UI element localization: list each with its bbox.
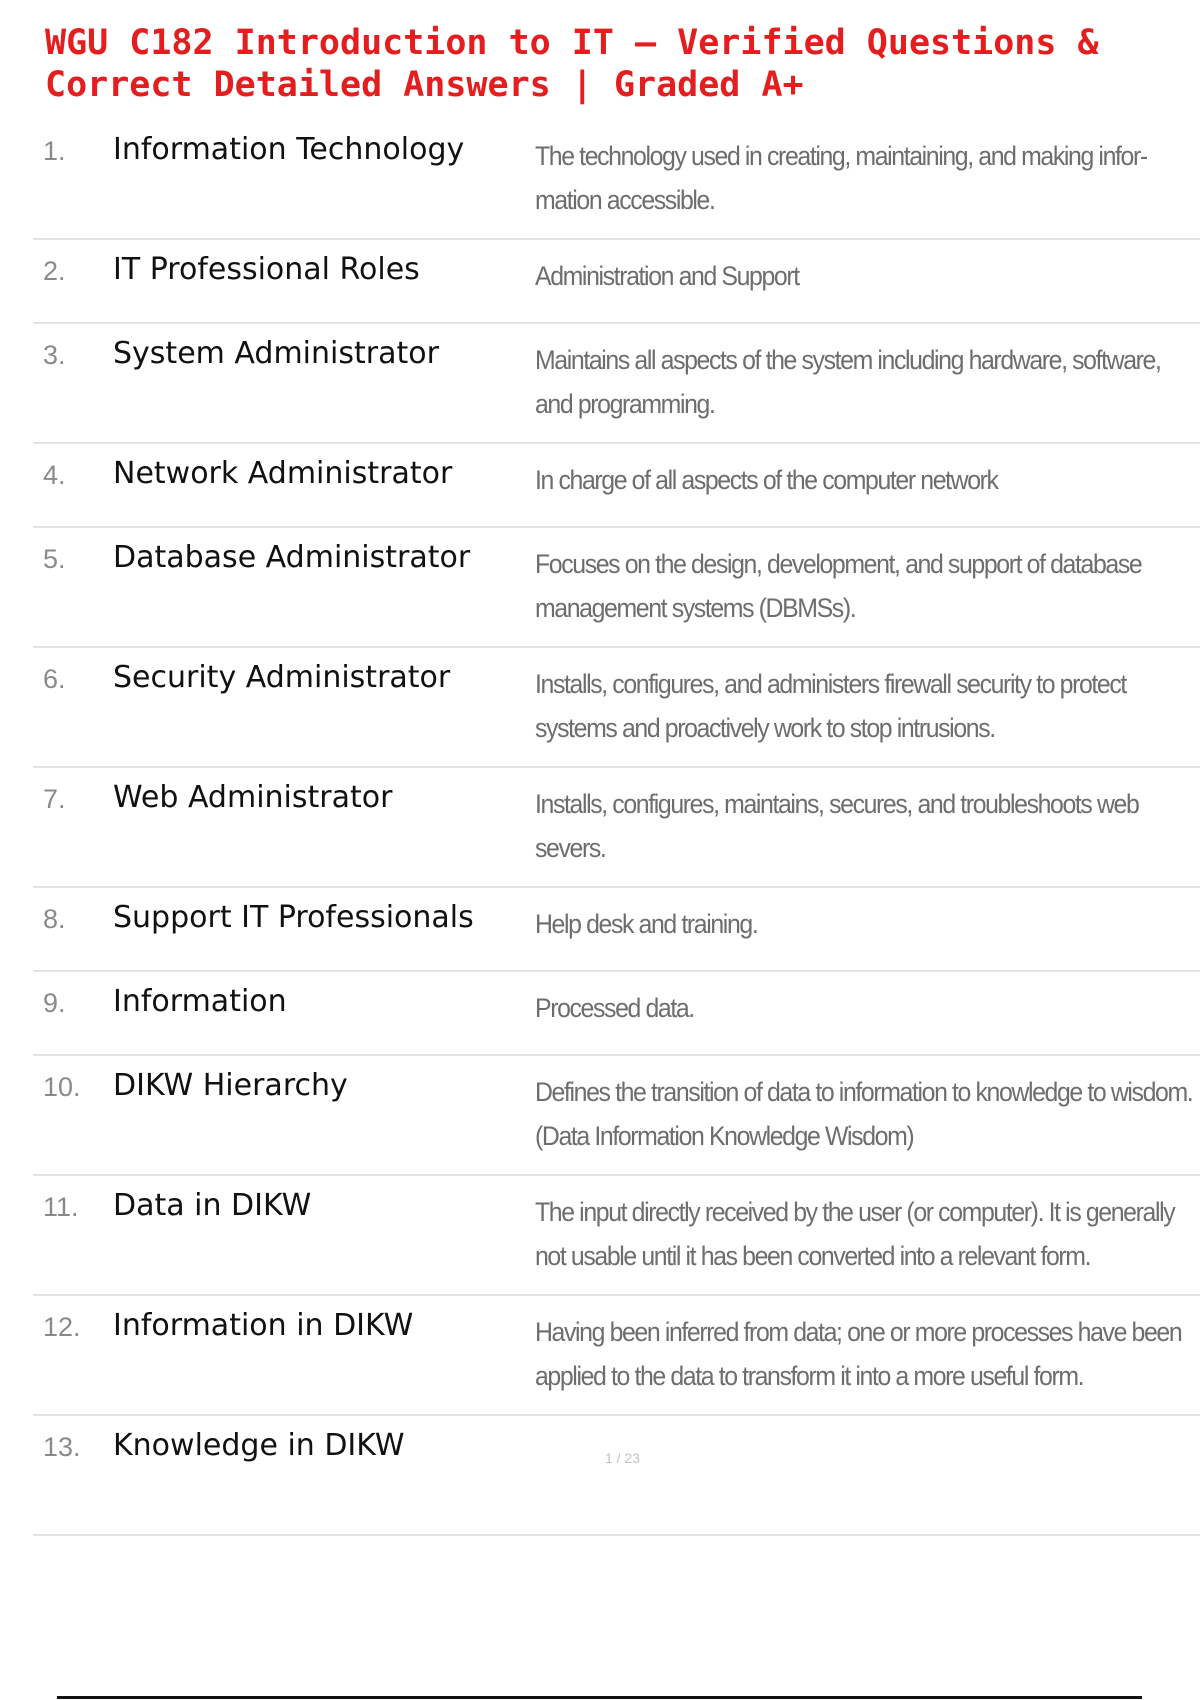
list-item xyxy=(33,888,1200,972)
item-number: 9. xyxy=(43,988,66,1018)
item-definition: Administration and Support xyxy=(535,261,799,291)
item-number: 3. xyxy=(43,340,66,370)
list-item xyxy=(33,648,1200,768)
item-number: 11. xyxy=(43,1192,79,1222)
list-item xyxy=(33,1296,1200,1416)
title-line-2: Correct Detailed Answers | Graded A+ xyxy=(45,65,804,105)
item-number: 10. xyxy=(43,1072,81,1102)
item-number: 7. xyxy=(43,784,66,814)
item-definition: Maintains all aspects of the system including hardware, software, and programming. xyxy=(535,345,1161,419)
item-term: Web Administrator xyxy=(113,780,393,815)
list-item xyxy=(33,120,1200,240)
item-number: 13. xyxy=(43,1432,81,1462)
item-term: Information xyxy=(113,984,287,1019)
item-definition: In charge of all aspects of the computer network xyxy=(535,465,998,495)
item-term: Information in DIKW xyxy=(113,1308,414,1343)
item-definition: Installs, configures, and administers firewall security to protect systems and proactively work to stop intrusions. xyxy=(535,669,1126,743)
item-term: Data in DIKW xyxy=(113,1188,312,1223)
item-definition: Processed data. xyxy=(535,993,694,1023)
item-definition: Help desk and training. xyxy=(535,909,758,939)
flashcard-list xyxy=(33,120,1200,1536)
item-term: Network Administrator xyxy=(113,456,453,491)
item-number: 8. xyxy=(43,904,66,934)
document-title xyxy=(45,22,1165,106)
item-definition: Defines the transition of data to information to knowledge to wisdom. (Data Information Knowledge Wisdom) xyxy=(535,1077,1193,1151)
list-item xyxy=(33,1176,1200,1296)
list-item xyxy=(33,1416,1200,1536)
item-definition: Focuses on the design, development, and support of database management systems (DBMSs). xyxy=(535,549,1142,623)
item-definition: The technology used in creating, maintaining, and making infor- mation accessible. xyxy=(535,141,1147,215)
item-number: 4. xyxy=(43,460,66,490)
list-item xyxy=(33,1056,1200,1176)
item-number: 2. xyxy=(43,256,66,286)
item-term: Support IT Professionals xyxy=(113,900,474,935)
list-item xyxy=(33,768,1200,888)
item-term: IT Professional Roles xyxy=(113,252,420,287)
list-item xyxy=(33,528,1200,648)
item-term: Information Technology xyxy=(113,132,465,167)
item-term: DIKW Hierarchy xyxy=(113,1068,348,1103)
item-number: 5. xyxy=(43,544,66,574)
item-number: 1. xyxy=(43,136,66,166)
item-definition: Having been inferred from data; one or more processes have been applied to the data to transform it into a more useful form. xyxy=(535,1317,1182,1391)
item-definition: The input directly received by the user (or computer). It is generally not usable until it has been converted into a relevant form. xyxy=(535,1197,1175,1271)
title-line-1: WGU C182 Introduction to IT – Verified Questions & xyxy=(45,23,1099,63)
list-item xyxy=(33,240,1200,324)
item-term: Database Administrator xyxy=(113,540,471,575)
page-number: 1 / 23 xyxy=(605,1450,641,1466)
item-number: 6. xyxy=(43,664,66,694)
item-term: Security Administrator xyxy=(113,660,451,695)
item-term: System Administrator xyxy=(113,336,439,371)
item-definition: Installs, configures, maintains, secures, and troubleshoots web severs. xyxy=(535,789,1139,863)
list-item xyxy=(33,972,1200,1056)
footer-divider xyxy=(57,1696,1142,1699)
list-item xyxy=(33,444,1200,528)
list-item xyxy=(33,324,1200,444)
item-term: Knowledge in DIKW xyxy=(113,1428,405,1463)
item-number: 12. xyxy=(43,1312,81,1342)
